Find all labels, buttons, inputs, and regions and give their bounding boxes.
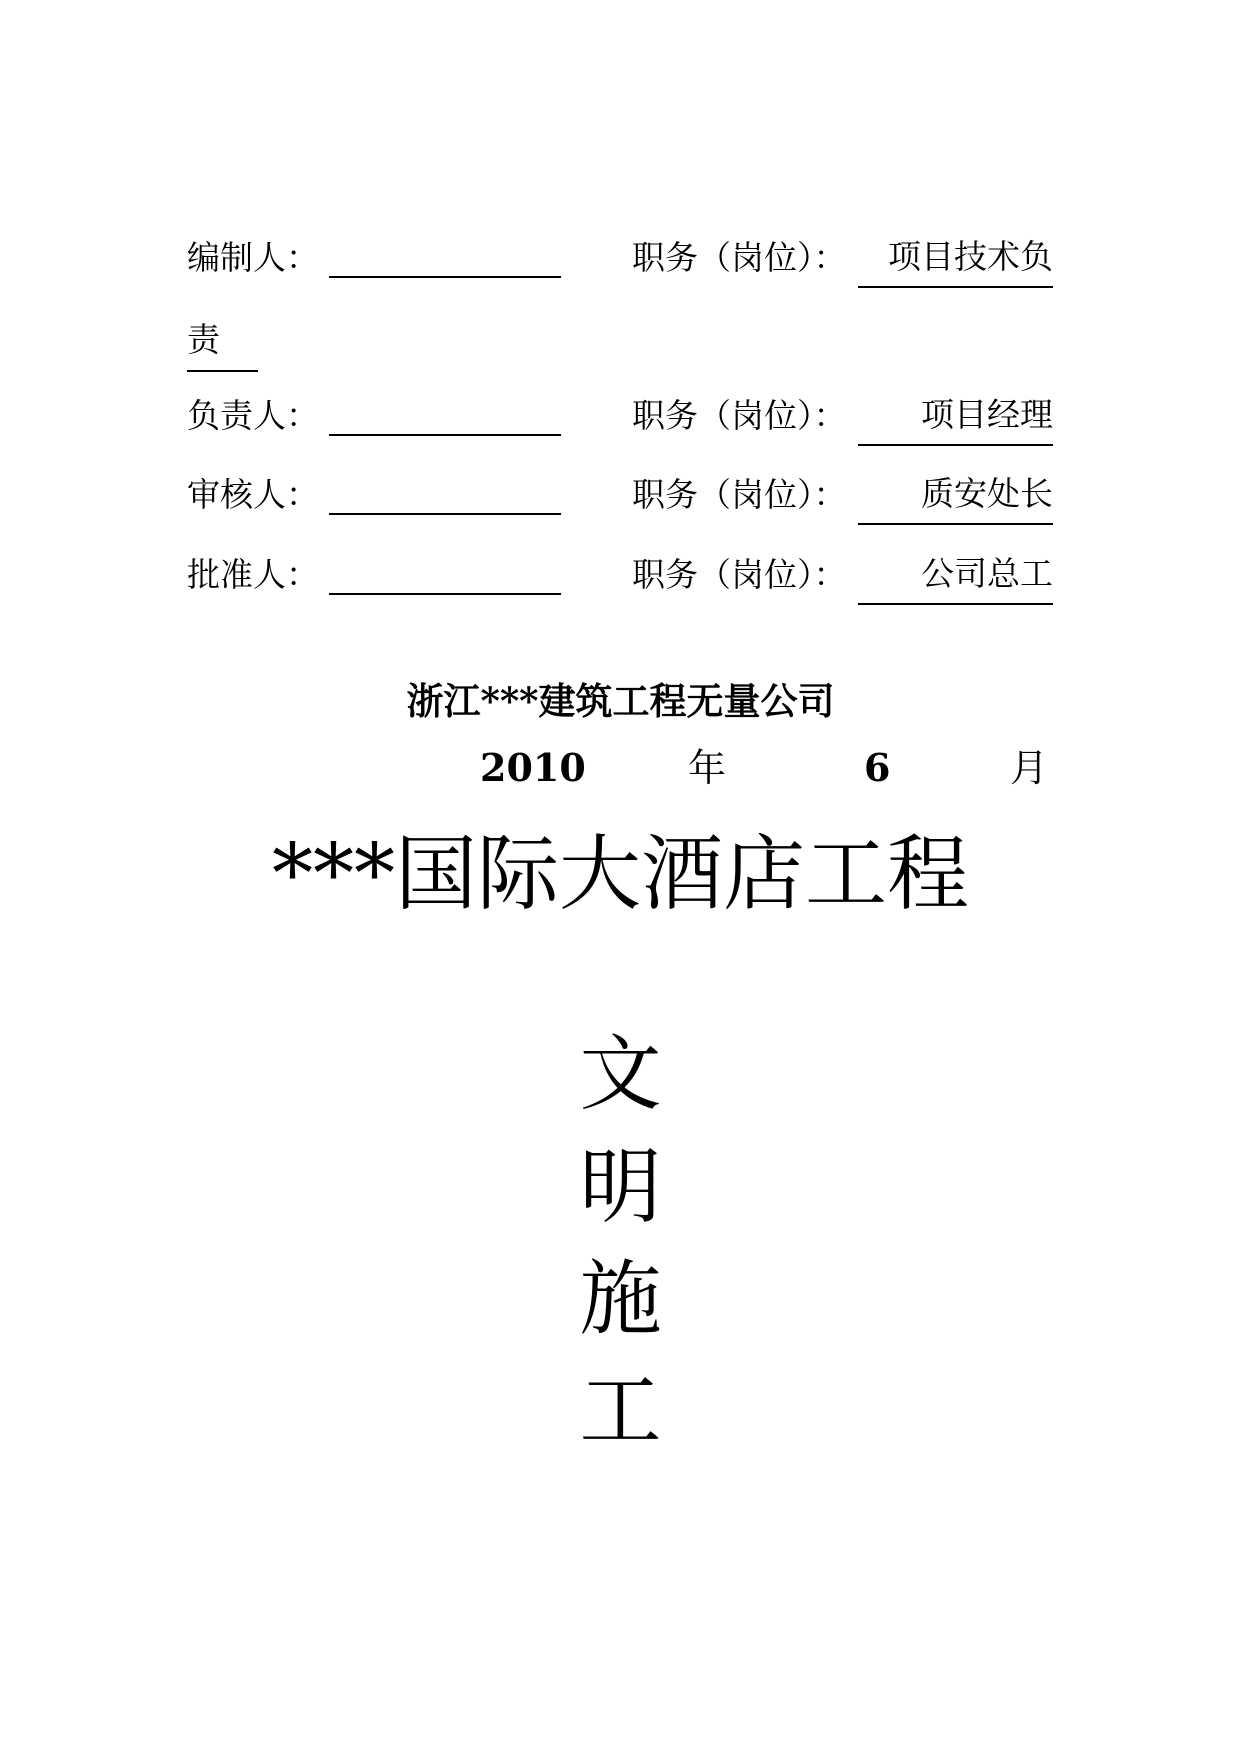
approver-label: 批准人： <box>187 555 319 594</box>
doc-title-char: 明 <box>579 1140 662 1235</box>
date-year-unit: 年 <box>688 746 727 790</box>
approver-signature-blank <box>329 593 561 595</box>
doc-title-char: 施 <box>579 1252 662 1347</box>
reviewer-position-value: 质安处长 <box>858 465 1053 525</box>
signature-row-approver <box>187 545 1057 605</box>
doc-title-char: 文 <box>579 1027 662 1122</box>
signature-row-compiler <box>187 228 1057 288</box>
date-month-unit: 月 <box>1010 746 1049 790</box>
approver-position-value: 公司总工 <box>858 545 1053 605</box>
signature-row-responsible <box>187 386 1057 446</box>
date-year: 2010 <box>480 745 586 790</box>
responsible-position-label: 职务（岗位）： <box>632 396 847 435</box>
responsible-signature-blank <box>329 434 561 436</box>
compiler-position-continuation: 责 <box>187 310 258 372</box>
reviewer-signature-blank <box>329 513 561 515</box>
doc-title-char: 工 <box>579 1364 662 1459</box>
compiler-position-value: 项目技术负 <box>858 228 1053 288</box>
responsible-label: 负责人： <box>187 396 319 435</box>
responsible-position-value: 项目经理 <box>858 386 1053 446</box>
compiler-position-label: 职务（岗位）： <box>632 238 847 277</box>
project-title: ***国际大酒店工程 <box>271 827 969 922</box>
compiler-signature-blank <box>329 276 561 278</box>
approver-position-label: 职务（岗位）： <box>632 555 847 594</box>
company-name: 浙江***建筑工程无量公司 <box>406 679 835 723</box>
reviewer-label: 审核人： <box>187 475 319 514</box>
reviewer-position-label: 职务（岗位）： <box>632 475 847 514</box>
compiler-label: 编制人： <box>187 238 319 277</box>
date-month: 6 <box>864 745 891 790</box>
signature-row-reviewer <box>187 465 1057 525</box>
